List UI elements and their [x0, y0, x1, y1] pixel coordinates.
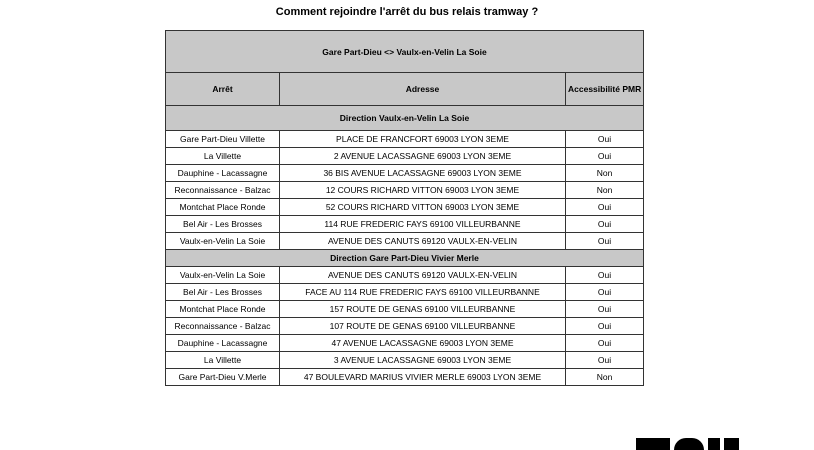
table-row — [166, 318, 644, 335]
stop-address: FACE AU 114 RUE FREDERIC FAYS 69100 VILLEURBANNE — [280, 284, 566, 301]
stop-accessibility: Oui — [566, 199, 644, 216]
column-header-arret: Arrêt — [166, 73, 280, 106]
column-header-adresse: Adresse — [280, 73, 566, 106]
stop-accessibility: Oui — [566, 318, 644, 335]
stop-address: 52 COURS RICHARD VITTON 69003 LYON 3EME — [280, 199, 566, 216]
table-row — [166, 267, 644, 284]
stop-accessibility: Oui — [566, 148, 644, 165]
stop-accessibility: Non — [566, 369, 644, 386]
stop-name: Dauphine - Lacassagne — [166, 335, 280, 352]
stops-table — [165, 30, 644, 386]
stop-address: 3 AVENUE LACASSAGNE 69003 LYON 3EME — [280, 352, 566, 369]
stop-name: Bel Air - Les Brosses — [166, 284, 280, 301]
direction-row — [166, 250, 644, 267]
stop-address: 114 RUE FREDERIC FAYS 69100 VILLEURBANNE — [280, 216, 566, 233]
stop-address: AVENUE DES CANUTS 69120 VAULX-EN-VELIN — [280, 267, 566, 284]
direction-row — [166, 106, 644, 131]
stop-address: 47 BOULEVARD MARIUS VIVIER MERLE 69003 LYON 3EME — [280, 369, 566, 386]
table-row — [166, 199, 644, 216]
stop-name: Vaulx-en-Velin La Soie — [166, 233, 280, 250]
brand-logo-partial — [636, 438, 739, 450]
direction-label: Direction Vaulx-en-Velin La Soie — [166, 106, 644, 131]
stop-name: Montchat Place Ronde — [166, 199, 280, 216]
stop-accessibility: Oui — [566, 352, 644, 369]
table-title-row — [166, 31, 644, 73]
stop-address: 12 COURS RICHARD VITTON 69003 LYON 3EME — [280, 182, 566, 199]
stop-address: 107 ROUTE DE GENAS 69100 VILLEURBANNE — [280, 318, 566, 335]
stop-name: Reconnaissance - Balzac — [166, 182, 280, 199]
page-title: Comment rejoindre l'arrêt du bus relais tramway ? — [275, 6, 539, 18]
table-row — [166, 301, 644, 318]
stop-accessibility: Oui — [566, 216, 644, 233]
table-row — [166, 148, 644, 165]
stop-address: 47 AVENUE LACASSAGNE 69003 LYON 3EME — [280, 335, 566, 352]
stop-name: Dauphine - Lacassagne — [166, 165, 280, 182]
table-row — [166, 284, 644, 301]
stop-name: La Villette — [166, 148, 280, 165]
stop-address: 2 AVENUE LACASSAGNE 69003 LYON 3EME — [280, 148, 566, 165]
stop-address: 36 BIS AVENUE LACASSAGNE 69003 LYON 3EME — [280, 165, 566, 182]
table-row — [166, 131, 644, 148]
table-row — [166, 182, 644, 199]
table-row — [166, 335, 644, 352]
table-row — [166, 216, 644, 233]
table-row — [166, 233, 644, 250]
table-row — [166, 352, 644, 369]
table-row — [166, 369, 644, 386]
stop-name: Gare Part-Dieu V.Merle — [166, 369, 280, 386]
stop-address: 157 ROUTE DE GENAS 69100 VILLEURBANNE — [280, 301, 566, 318]
direction-label: Direction Gare Part-Dieu Vivier Merle — [166, 250, 644, 267]
stop-accessibility: Non — [566, 182, 644, 199]
stop-name: Bel Air - Les Brosses — [166, 216, 280, 233]
stop-name: Montchat Place Ronde — [166, 301, 280, 318]
stop-accessibility: Oui — [566, 284, 644, 301]
stop-accessibility: Oui — [566, 233, 644, 250]
stop-accessibility: Oui — [566, 131, 644, 148]
stop-name: La Villette — [166, 352, 280, 369]
stop-address: PLACE DE FRANCFORT 69003 LYON 3EME — [280, 131, 566, 148]
stop-accessibility: Oui — [566, 335, 644, 352]
stop-address: AVENUE DES CANUTS 69120 VAULX-EN-VELIN — [280, 233, 566, 250]
column-header-accessibilite: Accessibilité PMR — [566, 73, 644, 106]
stop-name: Gare Part-Dieu Villette — [166, 131, 280, 148]
stop-name: Vaulx-en-Velin La Soie — [166, 267, 280, 284]
stop-name: Reconnaissance - Balzac — [166, 318, 280, 335]
column-header-row — [166, 73, 644, 106]
table-row — [166, 165, 644, 182]
table-title: Gare Part-Dieu <> Vaulx-en-Velin La Soie — [166, 31, 644, 73]
stop-accessibility: Oui — [566, 301, 644, 318]
stop-accessibility: Oui — [566, 267, 644, 284]
stop-accessibility: Non — [566, 165, 644, 182]
